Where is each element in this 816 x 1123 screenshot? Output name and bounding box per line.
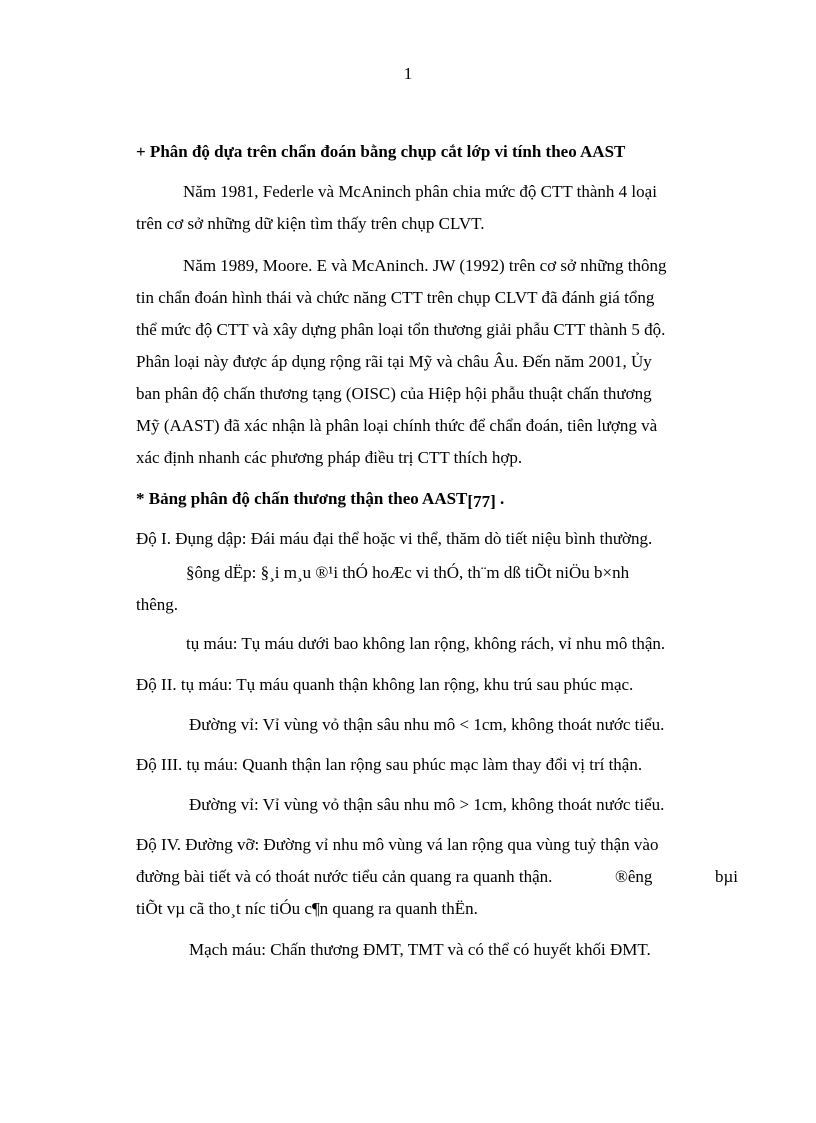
grade1-hematoma: tụ máu: Tụ máu dưới bao không lan rộng, không rách, vỉ nhu mô thận.: [186, 634, 666, 653]
page-number: 1: [403, 64, 413, 83]
grade4-line2-text: đường bài tiết và có thoát nước tiểu cản quang ra quanh thận.: [136, 867, 553, 886]
para2-line1: Năm 1989, Moore. E và McAninch. JW (1992) trên cơ sở những thông: [183, 256, 667, 275]
para2-line3: thể mức độ CTT và xây dựng phân loại tổn thương giải phẫu CTT thành 5 độ.: [136, 320, 666, 339]
heading-aast-end: .: [495, 489, 505, 508]
grade2-laceration: Đường vỉ: Vỉ vùng vỏ thận sâu nhu mô < 1cm, không thoát nước tiểu.: [189, 715, 665, 734]
citation-ref: [77]: [467, 492, 496, 511]
grade3-line: Độ III. tụ máu: Quanh thận lan rộng sau phúc mạc làm thay đổi vị trí thận.: [136, 755, 643, 774]
para2-line2: tin chẩn đoán hình thái và chức năng CTT trên chụp CLVT đã đánh giá tổng: [136, 288, 655, 307]
grade4-line2-garbled-b: bµi: [714, 867, 738, 886]
para2-line4: Phân loại này được áp dụng rộng rãi tại Mỹ và châu Âu. Đến năm 2001, Ủy: [136, 352, 652, 371]
grade2-line: Độ II. tụ máu: Tụ máu quanh thận không lan rộng, khu trú sau phúc mạc.: [136, 675, 634, 694]
para2-line6: Mỹ (AAST) đã xác nhận là phân loại chính thức để chẩn đoán, tiên lượng và: [136, 416, 658, 435]
grade1-line: Độ I. Đụng dập: Đái máu đại thể hoặc vi thể, thăm dò tiết niệu bình thường.: [136, 529, 653, 548]
grade4-line2-garbled-a: ®êng: [614, 867, 653, 886]
para2-line5: ban phân độ chấn thương tạng (OISC) của Hiệp hội phẫu thuật chấn thương: [136, 384, 652, 403]
grade4-line2: [136, 866, 738, 888]
grade4-line1: Độ IV. Đường vỡ: Đường vỉ nhu mô vùng vá lan rộng qua vùng tuỷ thận vào: [136, 835, 659, 854]
para2-line7: xác định nhanh các phương pháp điều trị CTT thích hợp.: [136, 448, 523, 467]
heading-aast-text: * Bảng phân độ chấn thương thận theo AAST: [136, 489, 468, 508]
grade4-vascular: Mạch máu: Chấn thương ĐMT, TMT và có thể có huyết khối ĐMT.: [189, 940, 651, 959]
grade3-laceration: Đường vỉ: Vỉ vùng vỏ thận sâu nhu mô > 1cm, không thoát nước tiểu.: [189, 795, 665, 814]
heading-aast-table: [136, 488, 504, 510]
para1-line1-text: Năm 1981, Federle và McAninch phân chia mức độ CTT thành 4 loại: [183, 182, 657, 201]
grade1-garbled-line2: thêng.: [136, 595, 179, 614]
heading-ct-grading: + Phân độ dựa trên chẩn đoán bằng chụp cắt lớp vi tính theo AAST: [136, 142, 626, 161]
grade1-garbled-line1: §ông dËp: §¸i m¸u ®¹i thÓ hoÆc vi thÓ, th¨m dß tiÕt niÖu b×nh: [186, 563, 630, 582]
para1-line2: trên cơ sở những dữ kiện tìm thấy trên chụp CLVT.: [136, 214, 485, 233]
grade4-garbled-line3: tiÕt vµ cã tho¸t níc tiÓu c¶n quang ra quanh thËn.: [136, 899, 478, 918]
para1-line1: [183, 181, 739, 203]
